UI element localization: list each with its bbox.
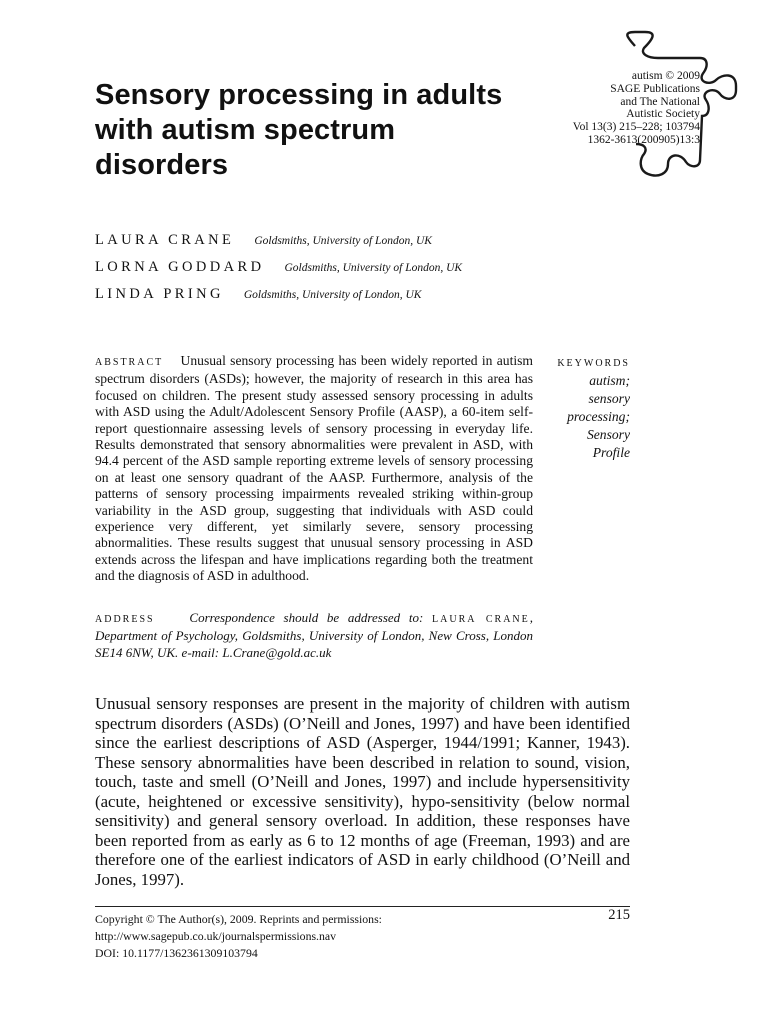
author-name: LORNA GODDARD (95, 259, 265, 275)
address-label: ADDRESS (95, 614, 155, 625)
abstract-text: Unusual sensory processing has been widely reported in autism spectrum disorders (ASDs); however, the majority of research in this area has focused on children. The present study assessed sensory processing in adults with ASD using the Adult/Adolescent Sensory Profile (AASP), a 60-item self-report questionnaire assessing levels of sensory processing in everyday life. Results demonstrated that sensory abnormalities were prevalent in ASD, with 94.4 percent of the ASD sample reporting extreme levels of sensory processing on at least one sensory quadrant of the AASP. Furthermore, analysis of the patterns of sensory processing impairments revealed striking within-group variability in the ASD group, suggesting that individuals with ASD could experience very different, yet similarly severe, sensory processing abnormalities. These results suggest that unusual sensory processing in ASD extends across the lifespan and have implications regarding both the treatment and the diagnosis of ASD in adulthood. (95, 353, 533, 584)
journal-info (548, 70, 700, 147)
footer-url[interactable]: http://www.sagepub.co.uk/journalspermissions.nav (95, 928, 337, 943)
footer-divider (95, 906, 630, 907)
page-number: 215 (608, 907, 630, 923)
keywords-list (540, 372, 630, 462)
keywords-label: KEYWORDS (557, 358, 630, 369)
author-affiliation: Goldsmiths, University of London, UK (243, 289, 422, 301)
footer-doi: DOI: 10.1177/1362361309103794 (95, 945, 258, 960)
footer (95, 911, 495, 961)
author-name: LINDA PRING (95, 286, 224, 302)
article-title: Sensory processing in adults with autism spectrum disorders (95, 79, 503, 181)
footer-copyright: Copyright © The Author(s), 2009. Reprints and permissions: (95, 912, 382, 926)
journal-info-line: 1362-3613(200905)13:3 (587, 133, 700, 146)
journal-info-line: Vol 13(3) 215–228; 103794 (572, 121, 700, 134)
journal-info-line: Autistic Society (626, 108, 700, 121)
author-entry (95, 259, 462, 276)
author-affiliation: Goldsmiths, University of London, UK (284, 262, 463, 274)
abstract (95, 353, 533, 585)
body-paragraph: Unusual sensory responses are present in the majority of children with autism spectrum disorders (ASDs) (O’Neill and Jones, 1997) and have been identified since the earliest descriptions of ASD (Asperger, 1944/1991; Kanner, 1943). These sensory abnormalities have been described in relation to sound, vision, touch, taste and smell (O’Neill and Jones, 1997) and include hypersensitivity (acute, heightened or excessive sensitivity), hypo-sensitivity (below normal sensitivity) and general sensory overload. In addition, these responses have been reported from as early as 6 to 12 months of age (Freeman, 1993) and are therefore one of the earliest indicators of ASD in early childhood (O’Neill and Jones, 1997). (95, 694, 630, 889)
author-affiliation: Goldsmiths, University of London, UK (254, 235, 432, 247)
author-entry (95, 286, 421, 303)
keyword-line: Profile (592, 445, 630, 460)
keyword-line: autism; (589, 373, 630, 388)
journal-info-line: SAGE Publications (610, 82, 700, 95)
author-entry (95, 232, 432, 249)
keyword-line: sensory (588, 391, 630, 406)
address-details: , Department of Psychology, Goldsmiths, University of London, New Cross, London SE14 6NW, UK. e-mail: L.Crane@gold.ac.uk (95, 610, 534, 660)
correspondence-address (95, 610, 533, 661)
address-intro: Correspondence should be addressed to: (189, 610, 424, 625)
keyword-line: processing; (567, 409, 630, 424)
address-name: LAURA CRANE (432, 614, 530, 625)
journal-info-line: and The National (620, 95, 700, 108)
author-name: LAURA CRANE (95, 232, 235, 248)
journal-info-line: autism © 2009 (631, 70, 700, 82)
abstract-label: ABSTRACT (95, 357, 164, 368)
keyword-line: Sensory (586, 427, 630, 442)
